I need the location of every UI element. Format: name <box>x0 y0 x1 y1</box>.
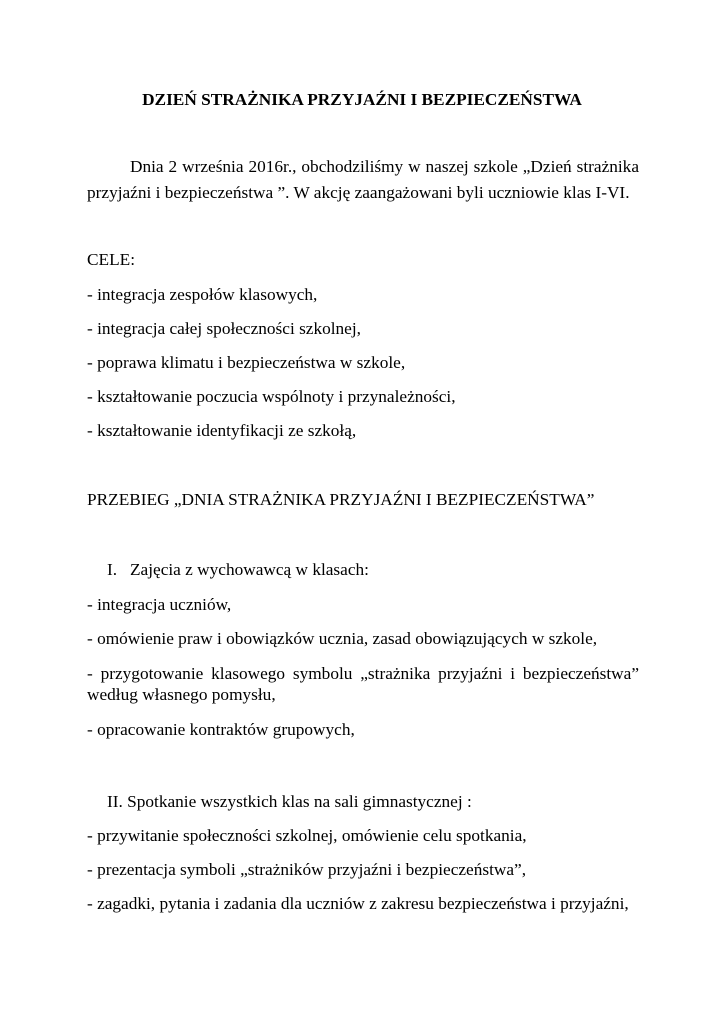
list-item: - integracja uczniów, <box>87 595 232 614</box>
intro-line-2: przyjaźni i bezpieczeństwa ”. W akcję zaangażowani byli uczniowie klas I-VI. <box>87 183 630 202</box>
list-item: - kształtowanie identyfikacji ze szkołą, <box>87 421 357 440</box>
list-item: - integracja zespołów klasowych, <box>87 285 318 304</box>
list-item: - kształtowanie poczucia wspólnoty i przynależności, <box>87 387 456 406</box>
list-item: - przywitanie społeczności szkolnej, omówienie celu spotkania, <box>87 826 527 845</box>
intro-line-1: Dnia 2 września 2016r., obchodziliśmy w naszej szkole „Dzień strażnika <box>130 157 639 176</box>
section-1-number: I. <box>107 560 118 579</box>
list-item: - przygotowanie klasowego symbolu „strażnika przyjaźni i bezpieczeństwa” <box>87 664 639 683</box>
cele-heading: CELE: <box>87 250 135 269</box>
section-1-heading: Zajęcia z wychowawcą w klasach: <box>130 560 369 579</box>
przebieg-heading: PRZEBIEG „DNIA STRAŻNIKA PRZYJAŹNI I BEZPIECZEŃSTWA” <box>87 490 595 509</box>
list-item: - integracja całej społeczności szkolnej, <box>87 319 361 338</box>
document-title: DZIEŃ STRAŻNIKA PRZYJAŹNI I BEZPIECZEŃSTWA <box>142 90 582 109</box>
list-item: - omówienie praw i obowiązków ucznia, zasad obowiązujących w szkole, <box>87 629 598 648</box>
list-item: - zagadki, pytania i zadania dla uczniów z zakresu bezpieczeństwa i przyjaźni, <box>87 894 629 913</box>
list-item: - opracowanie kontraktów grupowych, <box>87 720 355 739</box>
list-item: - poprawa klimatu i bezpieczeństwa w szkole, <box>87 353 406 372</box>
list-item-continuation: według własnego pomysłu, <box>87 685 276 704</box>
list-item: - prezentacja symboli „strażników przyjaźni i bezpieczeństwa”, <box>87 860 527 879</box>
section-2-heading: II. Spotkanie wszystkich klas na sali gimnastycznej : <box>107 792 472 811</box>
